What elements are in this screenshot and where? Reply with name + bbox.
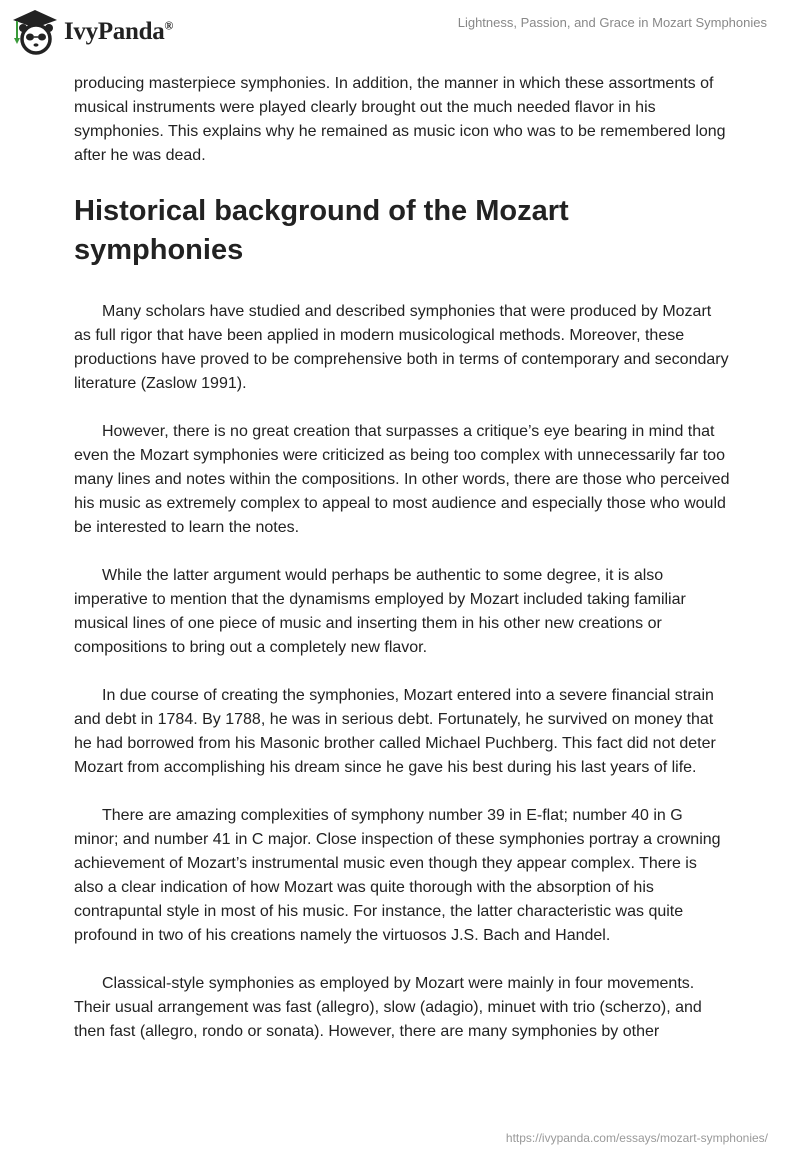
panda-graduate-icon [12, 8, 58, 56]
paragraph-continuation: producing masterpiece symphonies. In addition, the manner in which these assortments of musical instruments were played clearly brought out the much needed flavor in his symphonies. This explains why he remained as music icon who was to be remembered long after he was dead. [74, 75, 726, 164]
paragraph: There are amazing complexities of symphony number 39 in E-flat; number 40 in G minor; and number 41 in C major. Close inspection of these symphonies portray a crowning achievement of Mozart’s instrumental music even though they appear complex. There is also a clear indication of how Mozart was quite thorough with the absorption of his contrapuntal style in most of his music. For instance, the latter characteristic was quite profound in two of his creations namely the virtuosos J.S. Bach and Handel. [74, 807, 721, 944]
paragraph: Many scholars have studied and described symphonies that were produced by Mozart as full rigor that have been applied in modern musicological methods. Moreover, these productions have proved to be comprehensive both in terms of contemporary and secondary literature (Zaslow 1991). [74, 303, 729, 392]
source-url-link[interactable]: https://ivypanda.com/essays/mozart-symphonies/ [505, 1131, 768, 1145]
document-title: Lightness, Passion, and Grace in Mozart Symphonies [457, 15, 767, 30]
page-header [0, 0, 800, 60]
brand-name: IvyPanda® [64, 18, 174, 45]
paragraph: Classical-style symphonies as employed by Mozart were mainly in four movements. Their usual arrangement was fast (allegro), slow (adagio), minuet with trio (scherzo), and then fast (allegro, rondo or sonata). However, there are many symphonies by other [74, 975, 702, 1040]
paragraph: However, there is no great creation that surpasses a critique’s eye bearing in mind that even the Mozart symphonies were criticized as being too complex with unnecessarily far too many lines and notes within the compositions. In other words, there are those who perceived his music as extremely complex to appeal to most audience and especially those who would be interested to learn the notes. [74, 423, 730, 536]
ivypanda-logo[interactable] [12, 8, 173, 56]
paragraph: In due course of creating the symphonies, Mozart entered into a severe financial strain and debt in 1784. By 1788, he was in serious debt. Fortunately, he survived on money that he had borrowed from his Masonic brother called Michael Puchberg. This fact did not deter Mozart from accomplishing his dream since he gave his best during his last years of life. [74, 687, 716, 776]
paragraph: While the latter argument would perhaps be authentic to some degree, it is also imperative to mention that the dynamisms employed by Mozart included taking familiar musical lines of one piece of music and inserting them in his other new creations or compositions to bring out a completely new flavor. [74, 567, 686, 656]
section-heading: Historical background of the Mozart symphonies [74, 195, 569, 266]
essay-content [74, 72, 730, 1068]
